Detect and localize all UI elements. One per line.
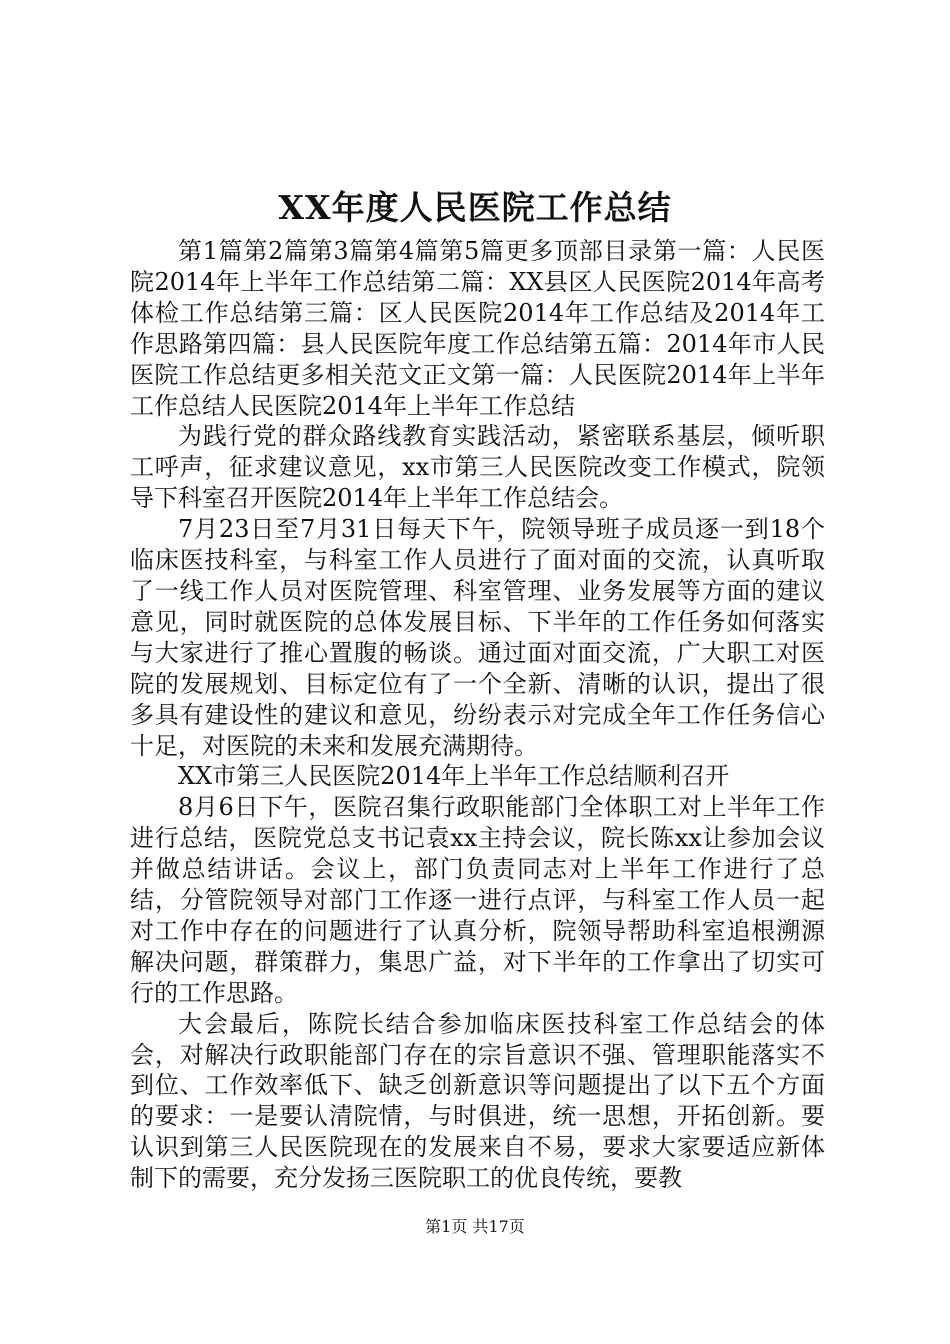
document-title: XX年度人民医院工作总结 bbox=[278, 188, 672, 227]
document-body bbox=[130, 236, 825, 1194]
paragraph-1: 为践行党的群众路线教育实践活动，紧密联系基层，倾听职工呼声，征求建议意见，xx市第三人民医院改变工作模式，院领导下科室召开医院2014年上半年工作总结会。 bbox=[130, 422, 825, 513]
paragraph-3: 8月6日下午，医院召集行政职能部门全体职工对上半年工作进行总结，医院党总支书记袁xx主持会议，院长陈xx让参加会议并做总结讲话。会议上，部门负责同志对上半年工作进行了总结，分管院领导对部门工作逐一进行点评，与科室工作人员一起对工作中存在的问题进行了认真分析，院领导帮助科室追根溯源解决问题，群策群力，集思广益，对下半年的工作拿出了切实可行的工作思路。 bbox=[130, 793, 825, 1007]
paragraph-2: 7月23日至7月31日每天下午，院领导班子成员逐一到18个临床医技科室，与科室工作人员进行了面对面的交流，认真听取了一线工作人员对医院管理、科室管理、业务发展等方面的建议意见，同时就医院的总体发展目标、下半年的工作任务如何落实与大家进行了推心置腹的畅谈。通过面对面交流，广大职工对医院的发展规划、目标定位有了一个全新、清晰的认识，提出了很多具有建设性的建议和意见，纷纷表示对完成全年工作任务信心十足，对医院的未来和发展充满期待。 bbox=[130, 515, 825, 760]
paragraph-4: 大会最后，陈院长结合参加临床医技科室工作总结会的体会，对解决行政职能部门存在的宗旨意识不强、管理职能落实不到位、工作效率低下、缺乏创新意识等问题提出了以下五个方面的要求：一是要认清院情，与时俱进，统一思想，开拓创新。要认识到第三人民医院现在的发展来自不易，要求大家要适应新体制下的需要，充分发扬三医院职工的优良传统，要教 bbox=[130, 1009, 825, 1193]
paragraph-heading: XX市第三人民医院2014年上半年工作总结顺利召开 bbox=[178, 762, 730, 791]
paragraph-toc: 第1篇第2篇第3篇第4篇第5篇更多顶部目录第一篇：人民医院2014年上半年工作总结第二篇：XX县区人民医院2014年高考体检工作总结第三篇：区人民医院2014年工作总结及2014年工作思路第四篇：县人民医院年度工作总结第五篇：2014年市人民医院工作总结更多相关范文正文第一篇：人民医院2014年上半年工作总结人民医院2014年上半年工作总结 bbox=[130, 237, 825, 420]
page-number-footer: 第1页 共17页 bbox=[425, 1217, 525, 1236]
